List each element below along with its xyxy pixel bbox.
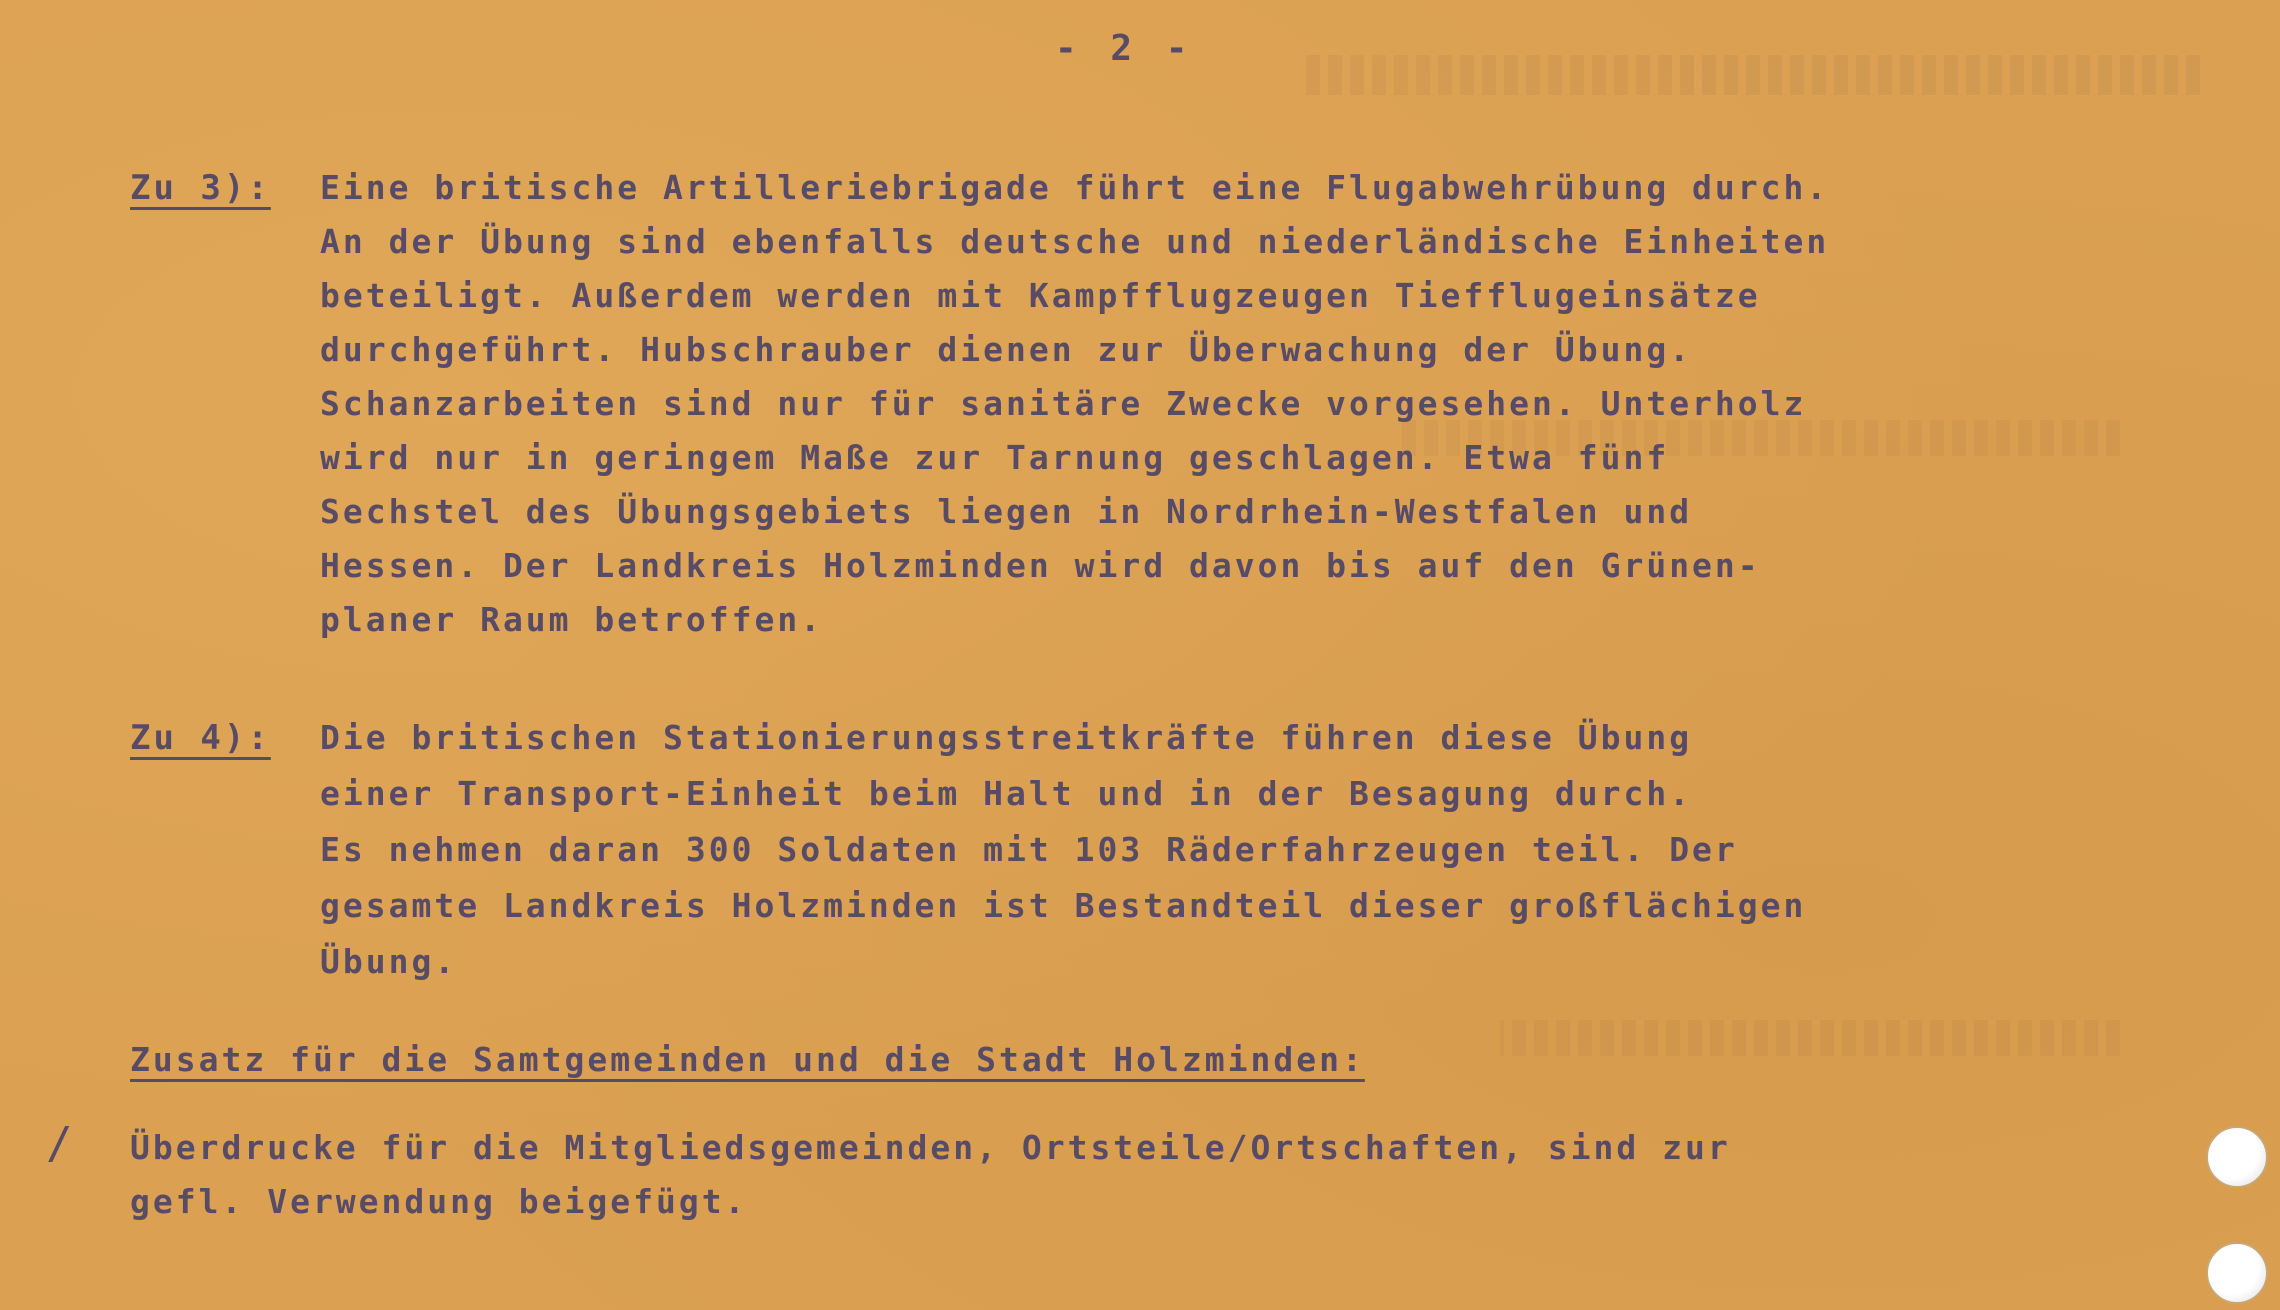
- addendum-line: gefl. Verwendung beigefügt.: [130, 1182, 748, 1221]
- bleed-through-shadow: [1500, 1020, 2120, 1056]
- section-3-line: Schanzarbeiten sind nur für sanitäre Zwecke vorgesehen. Unterholz: [320, 384, 1807, 423]
- margin-tick-mark: /: [46, 1118, 76, 1169]
- section-4-line: Die britischen Stationierungsstreitkräfte führen diese Übung: [320, 718, 1693, 757]
- section-3-line: Sechstel des Übungsgebiets liegen in Nordrhein-Westfalen und: [320, 492, 1693, 531]
- punch-hole: [2206, 1126, 2268, 1188]
- section-4-line: gesamte Landkreis Holzminden ist Bestandteil dieser großflächigen: [320, 886, 1807, 925]
- addendum-line: Überdrucke für die Mitgliedsgemeinden, Ortsteile/Ortschaften, sind zur: [130, 1128, 1731, 1167]
- section-4-line: einer Transport-Einheit beim Halt und in der Besagung durch.: [320, 774, 1693, 813]
- section-3-line: Eine britische Artilleriebrigade führt eine Flugabwehrübung durch.: [320, 168, 1830, 207]
- section-4-label: Zu 4):: [130, 718, 271, 758]
- section-3-line: planer Raum betroffen.: [320, 600, 824, 639]
- punch-hole: [2206, 1242, 2268, 1304]
- bleed-through-shadow: [1300, 55, 2200, 95]
- section-3-line: An der Übung sind ebenfalls deutsche und niederländische Einheiten: [320, 222, 1830, 261]
- section-3-line: Hessen. Der Landkreis Holzminden wird davon bis auf den Grünen-: [320, 546, 1761, 585]
- section-3-label: Zu 3):: [130, 168, 271, 208]
- section-4-line: Übung.: [320, 942, 458, 981]
- section-3-line: durchgeführt. Hubschrauber dienen zur Überwachung der Übung.: [320, 330, 1693, 369]
- page-number: - 2 -: [1055, 28, 1194, 69]
- section-3-line: beteiligt. Außerdem werden mit Kampfflugzeugen Tiefflugeinsätze: [320, 276, 1761, 315]
- section-4-line: Es nehmen daran 300 Soldaten mit 103 Räderfahrzeugen teil. Der: [320, 830, 1738, 869]
- addendum-heading: Zusatz für die Samtgemeinden und die Stadt Holzminden:: [130, 1040, 1365, 1079]
- section-3-line: wird nur in geringem Maße zur Tarnung geschlagen. Etwa fünf: [320, 438, 1670, 477]
